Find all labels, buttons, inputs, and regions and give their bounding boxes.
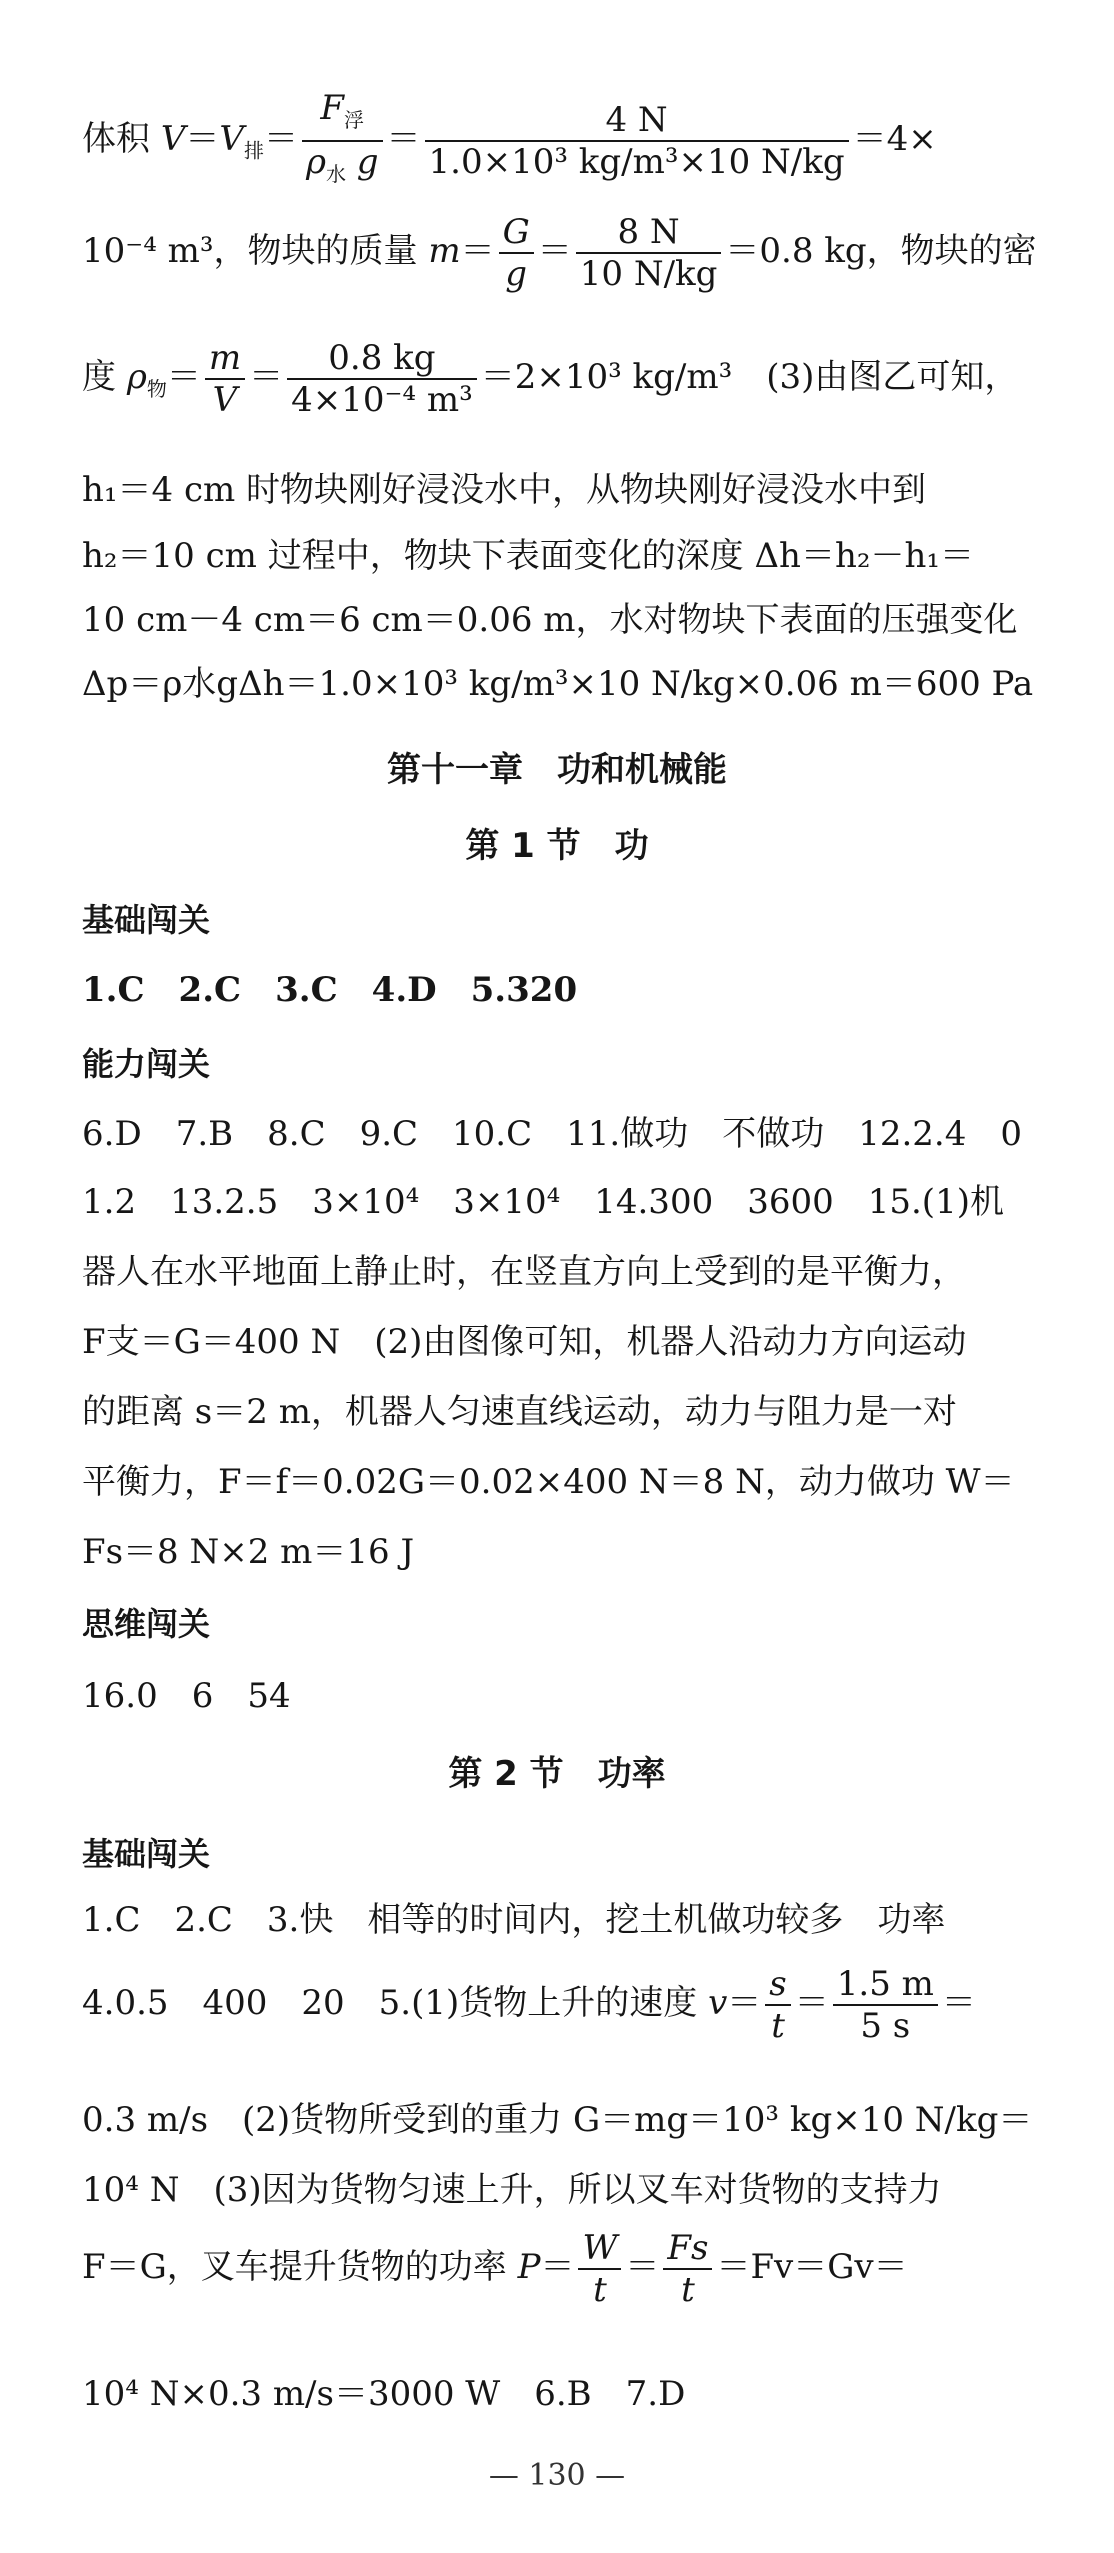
page-number: — 130 — xyxy=(488,2458,626,2493)
frac-den: g xyxy=(505,254,528,294)
frac-den: 1.0×10³ kg/m³×10 N/kg xyxy=(428,141,845,182)
text-line: 10 cm－4 cm＝6 cm＝0.06 m，水对物块下表面的压强变化 xyxy=(82,600,1018,640)
thinking-label: 思维闯关 xyxy=(82,1605,211,1643)
text: 4.0.5 400 20 5.(1)货物上升的速度 xyxy=(82,1983,709,2023)
frac-num: G xyxy=(499,214,534,254)
fraction-numeric xyxy=(833,1966,938,2044)
basic-label: 基础闯关 xyxy=(82,901,211,939)
text-line: h₂＝10 cm 过程中，物块下表面变化的深度 Δh＝h₂－h₁＝ xyxy=(82,536,975,576)
text-line: 1.2 13.2.5 3×10⁴ 3×10⁴ 14.300 3600 15.(1)机 xyxy=(82,1182,1004,1222)
text: ＝ xyxy=(941,1983,976,2023)
section-title-1: 第 1 节 功 xyxy=(465,826,649,866)
section-title-2: 第 2 节 功率 xyxy=(448,1754,666,1794)
equals: ＝ xyxy=(166,357,201,397)
text-line: 0.3 m/s (2)货物所受到的重力 G＝mg＝10³ kg×10 N/kg＝ xyxy=(82,2100,1033,2140)
frac-num: s xyxy=(765,1966,790,2006)
var-rho: ρ xyxy=(305,141,326,182)
equals: ＝ xyxy=(185,118,220,159)
var-v: v xyxy=(708,1983,728,2023)
sub-wu: 物 xyxy=(146,376,167,401)
var-g: g xyxy=(356,141,379,182)
var-v: V xyxy=(160,118,186,159)
sub-fu: 浮 xyxy=(344,107,365,132)
fraction-fs-over-t xyxy=(663,2230,712,2308)
var-f: F xyxy=(320,88,345,128)
equals: ＝ xyxy=(249,357,284,397)
text: ＝4× xyxy=(852,118,937,159)
text: 度 xyxy=(82,357,127,397)
text-line: 器人在水平地面上静止时，在竖直方向上受到的是平衡力， xyxy=(82,1252,966,1292)
var-p: P xyxy=(517,2247,541,2287)
equals: ＝ xyxy=(794,1983,829,2023)
frac-den: 5 s xyxy=(860,2006,911,2046)
text-line: 10⁴ N×0.3 m/s＝3000 W 6.B 7.D xyxy=(82,2374,686,2414)
equals: ＝ xyxy=(386,118,421,159)
chapter-title: 第十一章 功和机械能 xyxy=(387,750,727,790)
frac-den: V xyxy=(212,380,238,420)
text: 10⁻⁴ m³，物块的质量 xyxy=(82,231,429,271)
var-rho: ρ xyxy=(126,357,147,397)
ability-label: 能力闯关 xyxy=(82,1045,211,1083)
fraction-s-over-t xyxy=(765,1966,790,2044)
power-formula-line xyxy=(82,2230,1042,2350)
fraction-w-over-t xyxy=(578,2230,621,2308)
frac-num: W xyxy=(578,2230,621,2270)
volume-formula-line xyxy=(82,90,1042,210)
thinking-answers: 16.0 6 54 xyxy=(82,1676,291,1716)
frac-num: m xyxy=(205,340,245,380)
text-line: 6.D 7.B 8.C 9.C 10.C 11.做功 不做功 12.2.4 0 xyxy=(82,1114,1022,1154)
fraction-numeric xyxy=(287,340,477,418)
text: F＝G，叉车提升货物的功率 xyxy=(82,2247,518,2287)
var-m: m xyxy=(428,231,461,271)
equals: ＝ xyxy=(625,2247,660,2287)
frac-num: 8 N xyxy=(576,214,722,254)
sub-shui: 水 xyxy=(325,161,346,186)
equals: ＝ xyxy=(263,118,298,159)
text-line: 平衡力，F＝f＝0.02G＝0.02×400 N＝8 N，动力做功 W＝ xyxy=(82,1462,1015,1502)
equals: ＝ xyxy=(727,1983,762,2023)
mass-formula-line xyxy=(82,214,1042,334)
speed-formula-line xyxy=(82,1966,1042,2086)
fraction-numeric xyxy=(425,99,849,182)
text-line: 的距离 s＝2 m，机器人匀速直线运动，动力与阻力是一对 xyxy=(82,1392,957,1432)
text-line: h₁＝4 cm 时物块刚好浸没水中，从物块刚好浸没水中到 xyxy=(82,470,927,510)
fraction-numeric xyxy=(576,214,722,292)
text-line: F支＝G＝400 N (2)由图像可知，机器人沿动力方向运动 xyxy=(82,1322,967,1362)
basic-label-2: 基础闯关 xyxy=(82,1835,211,1873)
equals: ＝ xyxy=(460,231,495,271)
density-formula-line xyxy=(82,340,1042,460)
text: ＝0.8 kg，物块的密 xyxy=(725,231,1037,271)
frac-num: 4 N xyxy=(425,102,849,142)
frac-num: 1.5 m xyxy=(833,1966,938,2006)
frac-den: t xyxy=(681,2270,695,2310)
fraction-m-over-v xyxy=(205,340,245,418)
text: 体积 xyxy=(82,118,161,159)
text: ＝2×10³ kg/m³ (3)由图乙可知， xyxy=(480,357,1019,397)
frac-num: Fs xyxy=(663,2230,712,2270)
frac-num: 0.8 kg xyxy=(287,340,477,380)
text-line: 10⁴ N (3)因为货物匀速上升，所以叉车对货物的支持力 xyxy=(82,2170,942,2210)
text-line: Fs＝8 N×2 m＝16 J xyxy=(82,1532,415,1572)
frac-den: t xyxy=(771,2006,785,2046)
equals: ＝ xyxy=(537,231,572,271)
frac-den: t xyxy=(593,2270,607,2310)
sub-pai: 排 xyxy=(243,138,264,163)
fraction-g-over-g xyxy=(499,214,534,292)
fraction-buoyancy xyxy=(302,90,383,192)
text-line: Δp＝ρ水gΔh＝1.0×10³ kg/m³×10 N/kg×0.06 m＝600 Pa xyxy=(82,664,1034,704)
frac-den: 4×10⁻⁴ m³ xyxy=(291,380,473,420)
text: ＝Fv＝Gv＝ xyxy=(716,2247,908,2287)
text-line: 1.C 2.C 3.快 相等的时间内，挖土机做功较多 功率 xyxy=(82,1900,946,1940)
basic-answers: 1.C 2.C 3.C 4.D 5.320 xyxy=(82,970,578,1010)
equals: ＝ xyxy=(540,2247,575,2287)
frac-den: 10 N/kg xyxy=(579,254,718,294)
var-v-pai: V xyxy=(219,118,244,159)
